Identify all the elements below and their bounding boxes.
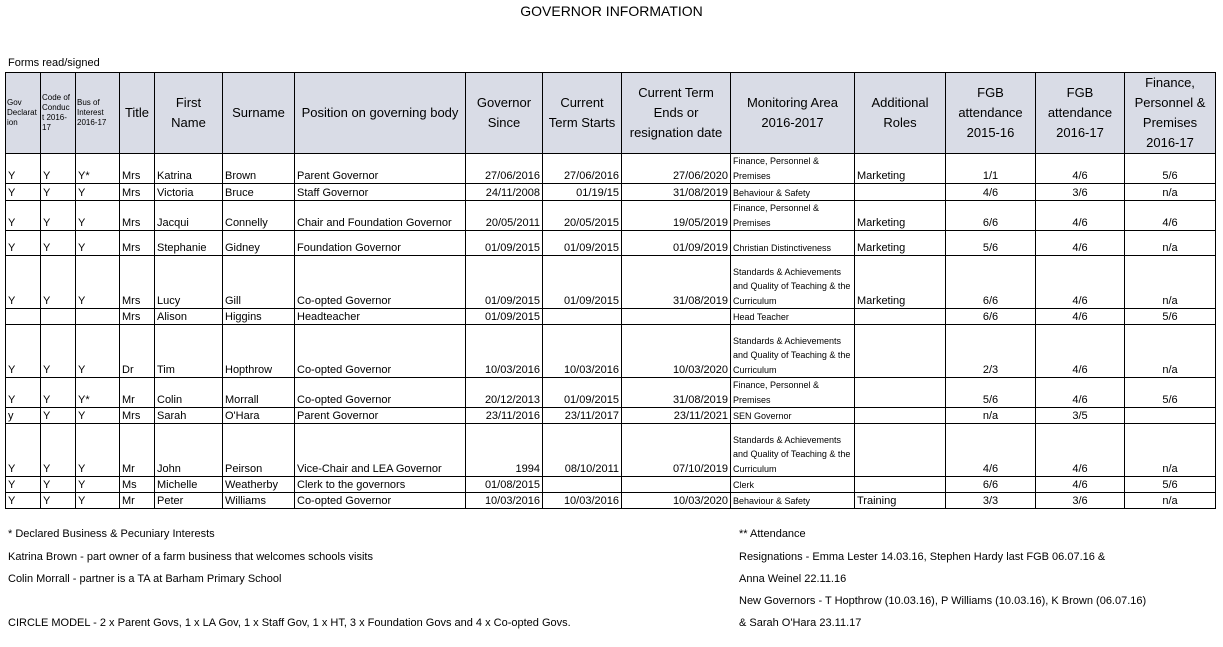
page-title: GOVERNOR INFORMATION <box>520 3 703 19</box>
gov-declaration-cell: Y <box>6 184 41 201</box>
first-name-cell: Peter <box>155 493 223 509</box>
fgb-2016-17-cell: 4/6 <box>1036 378 1125 408</box>
fgb-2015-16-cell: 6/6 <box>946 201 1036 231</box>
finance-personnel-premises-cell: n/a <box>1125 256 1216 309</box>
table-row <box>6 378 1216 408</box>
term-ends-cell <box>622 309 731 325</box>
fgb-2015-16-cell: 5/6 <box>946 378 1036 408</box>
governor-since-cell: 23/11/2016 <box>466 408 543 424</box>
surname-cell: Williams <box>223 493 295 509</box>
term-starts-cell <box>543 477 622 493</box>
title-cell: Dr <box>120 325 155 378</box>
finance-personnel-premises-cell: 4/6 <box>1125 201 1216 231</box>
first-name-cell: Sarah <box>155 408 223 424</box>
first-name-cell: Colin <box>155 378 223 408</box>
header-code-of-conduct: Code of Conduc t 2016-17 <box>41 73 76 154</box>
header-row <box>6 73 1216 154</box>
title-cell: Mrs <box>120 201 155 231</box>
fgb-2016-17-cell: 4/6 <box>1036 201 1125 231</box>
fgb-2016-17-cell: 3/6 <box>1036 493 1125 509</box>
governor-since-cell: 27/06/2016 <box>466 154 543 184</box>
fgb-2016-17-cell: 4/6 <box>1036 325 1125 378</box>
additional-roles-cell: Marketing <box>855 154 946 184</box>
gov-declaration-cell: Y <box>6 231 41 256</box>
monitoring-area-cell: SEN Governor <box>731 408 855 424</box>
table-row <box>6 325 1216 378</box>
term-starts-cell: 01/09/2015 <box>543 378 622 408</box>
fgb-2016-17-cell: 4/6 <box>1036 309 1125 325</box>
position-cell: Co-opted Governor <box>295 325 466 378</box>
first-name-cell: Stephanie <box>155 231 223 256</box>
first-name-cell: Katrina <box>155 154 223 184</box>
finance-personnel-premises-cell: n/a <box>1125 184 1216 201</box>
term-starts-cell: 10/03/2016 <box>543 325 622 378</box>
fgb-2015-16-cell: 6/6 <box>946 309 1036 325</box>
attendance-note-line: ** Attendance <box>739 528 806 540</box>
monitoring-area-cell: Christian Distinctiveness <box>731 231 855 256</box>
additional-roles-cell <box>855 378 946 408</box>
governor-since-cell: 24/11/2008 <box>466 184 543 201</box>
bus-of-interest-cell: Y <box>76 493 120 509</box>
surname-cell: Brown <box>223 154 295 184</box>
term-starts-cell: 27/06/2016 <box>543 154 622 184</box>
additional-roles-cell: Marketing <box>855 256 946 309</box>
table-row <box>6 477 1216 493</box>
fgb-2015-16-cell: n/a <box>946 408 1036 424</box>
header-position: Position on governing body <box>295 73 466 154</box>
governor-since-cell: 10/03/2016 <box>466 493 543 509</box>
term-starts-cell: 23/11/2017 <box>543 408 622 424</box>
monitoring-area-cell: Finance, Personnel & Premises <box>731 201 855 231</box>
additional-roles-cell <box>855 309 946 325</box>
header-surname: Surname <box>223 73 295 154</box>
term-starts-cell <box>543 309 622 325</box>
title-cell: Mrs <box>120 154 155 184</box>
finance-personnel-premises-cell: n/a <box>1125 231 1216 256</box>
fgb-2015-16-cell: 1/1 <box>946 154 1036 184</box>
header-bus-of-interest: Bus of Interest 2016-17 <box>76 73 120 154</box>
gov-declaration-cell: Y <box>6 477 41 493</box>
gov-declaration-cell: Y <box>6 325 41 378</box>
first-name-cell: Victoria <box>155 184 223 201</box>
monitoring-area-cell: Finance, Personnel & Premises <box>731 154 855 184</box>
monitoring-area-cell: Behaviour & Safety <box>731 493 855 509</box>
table-row <box>6 154 1216 184</box>
header-finance-personnel-premises: Finance, Personnel & Premises 2016-17 <box>1125 73 1216 154</box>
table-row <box>6 408 1216 424</box>
position-cell: Clerk to the governors <box>295 477 466 493</box>
code-of-conduct-cell: Y <box>41 493 76 509</box>
title-cell: Mrs <box>120 408 155 424</box>
position-cell: Parent Governor <box>295 408 466 424</box>
table-row <box>6 256 1216 309</box>
position-cell: Staff Governor <box>295 184 466 201</box>
table-row <box>6 184 1216 201</box>
additional-roles-cell: Marketing <box>855 201 946 231</box>
term-ends-cell: 01/09/2019 <box>622 231 731 256</box>
additional-roles-cell: Marketing <box>855 231 946 256</box>
governor-since-cell: 20/12/2013 <box>466 378 543 408</box>
term-ends-cell: 27/06/2020 <box>622 154 731 184</box>
term-ends-cell: 10/03/2020 <box>622 325 731 378</box>
header-additional-roles: Additional Roles <box>855 73 946 154</box>
header-title: Title <box>120 73 155 154</box>
term-ends-cell: 10/03/2020 <box>622 493 731 509</box>
bus-of-interest-cell: Y <box>76 231 120 256</box>
footnote-line: Colin Morrall - partner is a TA at Barham Primary School <box>8 573 282 585</box>
attendance-note-line: New Governors - T Hopthrow (10.03.16), P Williams (10.03.16), K Brown (06.07.16) <box>739 595 1147 607</box>
additional-roles-cell <box>855 477 946 493</box>
fgb-2016-17-cell: 4/6 <box>1036 477 1125 493</box>
monitoring-area-cell: Standards & Achievements and Quality of Teaching & the Curriculum <box>731 325 855 378</box>
governor-since-cell: 1994 <box>466 424 543 477</box>
governor-since-cell: 01/09/2015 <box>466 231 543 256</box>
code-of-conduct-cell: Y <box>41 231 76 256</box>
position-cell: Co-opted Governor <box>295 378 466 408</box>
code-of-conduct-cell: Y <box>41 256 76 309</box>
finance-personnel-premises-cell: n/a <box>1125 424 1216 477</box>
title-cell: Mrs <box>120 309 155 325</box>
header-term-ends: Current Term Ends or resignation date <box>622 73 731 154</box>
table-row <box>6 201 1216 231</box>
position-cell: Co-opted Governor <box>295 493 466 509</box>
first-name-cell: Tim <box>155 325 223 378</box>
fgb-2015-16-cell: 3/3 <box>946 493 1036 509</box>
surname-cell: Weatherby <box>223 477 295 493</box>
gov-declaration-cell: Y <box>6 493 41 509</box>
fgb-2016-17-cell: 4/6 <box>1036 256 1125 309</box>
term-starts-cell: 08/10/2011 <box>543 424 622 477</box>
code-of-conduct-cell: Y <box>41 378 76 408</box>
position-cell: Vice-Chair and LEA Governor <box>295 424 466 477</box>
gov-declaration-cell: Y <box>6 378 41 408</box>
term-starts-cell: 01/09/2015 <box>543 256 622 309</box>
title-cell: Mrs <box>120 231 155 256</box>
surname-cell: Bruce <box>223 184 295 201</box>
monitoring-area-cell: Standards & Achievements and Quality of Teaching & the Curriculum <box>731 256 855 309</box>
finance-personnel-premises-cell: 5/6 <box>1125 154 1216 184</box>
code-of-conduct-cell: Y <box>41 477 76 493</box>
term-ends-cell <box>622 477 731 493</box>
governor-since-cell: 10/03/2016 <box>466 325 543 378</box>
code-of-conduct-cell: Y <box>41 408 76 424</box>
finance-personnel-premises-cell: 5/6 <box>1125 378 1216 408</box>
surname-cell: Connelly <box>223 201 295 231</box>
term-starts-cell: 01/19/15 <box>543 184 622 201</box>
term-ends-cell: 31/08/2019 <box>622 378 731 408</box>
surname-cell: Higgins <box>223 309 295 325</box>
table-row <box>6 424 1216 477</box>
term-ends-cell: 19/05/2019 <box>622 201 731 231</box>
monitoring-area-cell: Finance, Personnel & Premises <box>731 378 855 408</box>
code-of-conduct-cell: Y <box>41 154 76 184</box>
gov-declaration-cell: Y <box>6 424 41 477</box>
position-cell: Chair and Foundation Governor <box>295 201 466 231</box>
header-fgb-2015-16: FGB attendance 2015-16 <box>946 73 1036 154</box>
first-name-cell: Lucy <box>155 256 223 309</box>
finance-personnel-premises-cell: 5/6 <box>1125 309 1216 325</box>
title-cell: Mr <box>120 378 155 408</box>
additional-roles-cell <box>855 408 946 424</box>
monitoring-area-cell: Standards & Achievements and Quality of Teaching & the Curriculum <box>731 424 855 477</box>
attendance-note-line: Resignations - Emma Lester 14.03.16, Stephen Hardy last FGB 06.07.16 & <box>739 551 1106 563</box>
forms-read-label: Forms read/signed <box>8 57 100 69</box>
fgb-2016-17-cell: 3/6 <box>1036 184 1125 201</box>
surname-cell: Gidney <box>223 231 295 256</box>
term-ends-cell: 31/08/2019 <box>622 184 731 201</box>
monitoring-area-cell: Clerk <box>731 477 855 493</box>
position-cell: Co-opted Governor <box>295 256 466 309</box>
governor-since-cell: 20/05/2011 <box>466 201 543 231</box>
bus-of-interest-cell: Y <box>76 325 120 378</box>
surname-cell: Gill <box>223 256 295 309</box>
position-cell: Headteacher <box>295 309 466 325</box>
bus-of-interest-cell: Y <box>76 184 120 201</box>
additional-roles-cell <box>855 424 946 477</box>
governor-since-cell: 01/09/2015 <box>466 256 543 309</box>
title-cell: Mr <box>120 493 155 509</box>
code-of-conduct-cell <box>41 309 76 325</box>
code-of-conduct-cell: Y <box>41 201 76 231</box>
fgb-2015-16-cell: 2/3 <box>946 325 1036 378</box>
term-starts-cell: 01/09/2015 <box>543 231 622 256</box>
bus-of-interest-cell: Y <box>76 201 120 231</box>
additional-roles-cell <box>855 184 946 201</box>
first-name-cell: Jacqui <box>155 201 223 231</box>
gov-declaration-cell <box>6 309 41 325</box>
term-ends-cell: 07/10/2019 <box>622 424 731 477</box>
governor-since-cell: 01/09/2015 <box>466 309 543 325</box>
surname-cell: Peirson <box>223 424 295 477</box>
surname-cell: Morrall <box>223 378 295 408</box>
additional-roles-cell <box>855 325 946 378</box>
monitoring-area-cell: Head Teacher <box>731 309 855 325</box>
fgb-2016-17-cell: 4/6 <box>1036 424 1125 477</box>
title-cell: Mrs <box>120 256 155 309</box>
title-cell: Mrs <box>120 184 155 201</box>
first-name-cell: John <box>155 424 223 477</box>
bus-of-interest-cell: Y* <box>76 154 120 184</box>
table-row <box>6 309 1216 325</box>
position-cell: Foundation Governor <box>295 231 466 256</box>
gov-declaration-cell: Y <box>6 201 41 231</box>
first-name-cell: Michelle <box>155 477 223 493</box>
table-row <box>6 231 1216 256</box>
bus-of-interest-cell: Y <box>76 408 120 424</box>
governor-table <box>5 72 1216 509</box>
gov-declaration-cell: Y <box>6 154 41 184</box>
finance-personnel-premises-cell: 5/6 <box>1125 477 1216 493</box>
header-governor-since: Governor Since <box>466 73 543 154</box>
header-fgb-2016-17: FGB attendance 2016-17 <box>1036 73 1125 154</box>
header-first-name: First Name <box>155 73 223 154</box>
fgb-2015-16-cell: 6/6 <box>946 477 1036 493</box>
gov-declaration-cell: Y <box>6 256 41 309</box>
code-of-conduct-cell: Y <box>41 184 76 201</box>
surname-cell: O'Hara <box>223 408 295 424</box>
fgb-2015-16-cell: 5/6 <box>946 231 1036 256</box>
table-row <box>6 493 1216 509</box>
finance-personnel-premises-cell: n/a <box>1125 325 1216 378</box>
term-ends-cell: 31/08/2019 <box>622 256 731 309</box>
bus-of-interest-cell: Y <box>76 477 120 493</box>
fgb-2015-16-cell: 4/6 <box>946 424 1036 477</box>
first-name-cell: Alison <box>155 309 223 325</box>
header-gov-declaration: Gov Declarat ion <box>6 73 41 154</box>
surname-cell: Hopthrow <box>223 325 295 378</box>
fgb-2016-17-cell: 4/6 <box>1036 154 1125 184</box>
footnote-line: Katrina Brown - part owner of a farm business that welcomes schools visits <box>8 551 373 563</box>
footnote-line: CIRCLE MODEL - 2 x Parent Govs, 1 x LA Gov, 1 x Staff Gov, 1 x HT, 3 x Foundation Govs and 4 x Co-opted Govs. <box>8 617 571 629</box>
title-cell: Mr <box>120 424 155 477</box>
bus-of-interest-cell <box>76 309 120 325</box>
fgb-2016-17-cell: 4/6 <box>1036 231 1125 256</box>
title-cell: Ms <box>120 477 155 493</box>
attendance-note-line: & Sarah O'Hara 23.11.17 <box>739 617 862 629</box>
attendance-note-line: Anna Weinel 22.11.16 <box>739 573 847 585</box>
term-starts-cell: 20/05/2015 <box>543 201 622 231</box>
monitoring-area-cell: Behaviour & Safety <box>731 184 855 201</box>
additional-roles-cell: Training <box>855 493 946 509</box>
bus-of-interest-cell: Y <box>76 424 120 477</box>
bus-of-interest-cell: Y <box>76 256 120 309</box>
header-term-starts: Current Term Starts <box>543 73 622 154</box>
code-of-conduct-cell: Y <box>41 424 76 477</box>
term-starts-cell: 10/03/2016 <box>543 493 622 509</box>
gov-declaration-cell: y <box>6 408 41 424</box>
header-monitoring-area: Monitoring Area 2016-2017 <box>731 73 855 154</box>
fgb-2015-16-cell: 4/6 <box>946 184 1036 201</box>
fgb-2016-17-cell: 3/5 <box>1036 408 1125 424</box>
fgb-2015-16-cell: 6/6 <box>946 256 1036 309</box>
code-of-conduct-cell: Y <box>41 325 76 378</box>
bus-of-interest-cell: Y* <box>76 378 120 408</box>
term-ends-cell: 23/11/2021 <box>622 408 731 424</box>
finance-personnel-premises-cell <box>1125 408 1216 424</box>
position-cell: Parent Governor <box>295 154 466 184</box>
governor-since-cell: 01/08/2015 <box>466 477 543 493</box>
footnote-line: * Declared Business & Pecuniary Interests <box>8 528 215 540</box>
finance-personnel-premises-cell: n/a <box>1125 493 1216 509</box>
